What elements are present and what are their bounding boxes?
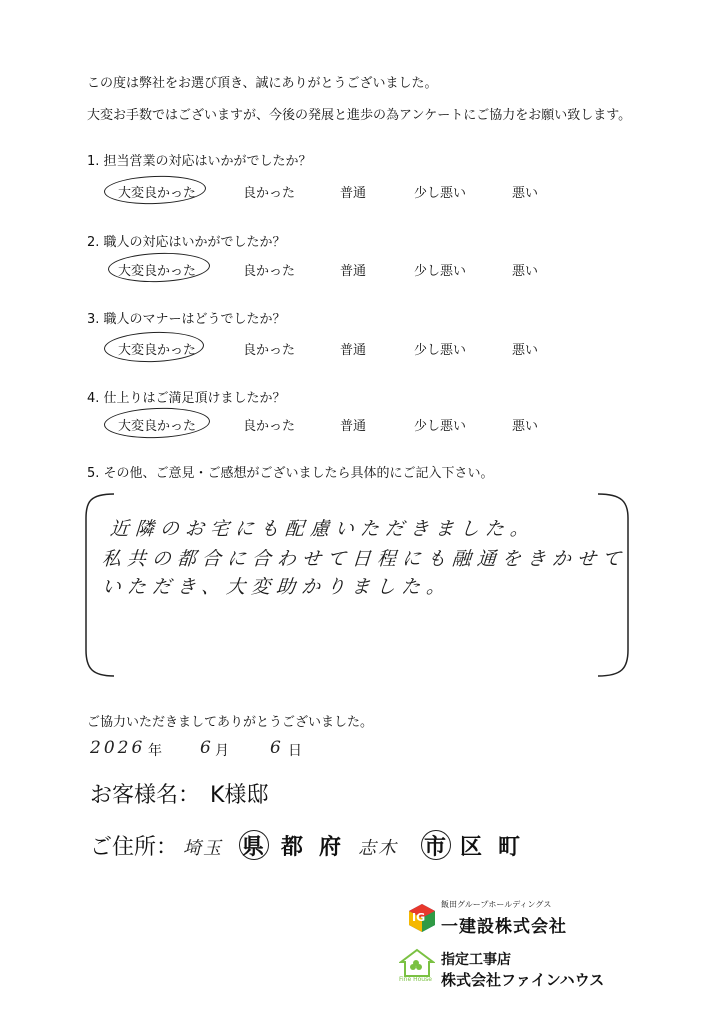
option-very-good[interactable]: 大変良かった	[118, 419, 197, 434]
group-name: 飯田グループホールディングス	[441, 900, 552, 909]
option-very-good[interactable]: 大変良かった	[118, 343, 197, 358]
date-month-value: 6	[200, 738, 211, 758]
option-average[interactable]: 普通	[340, 264, 367, 279]
fine-house-logo-icon	[399, 948, 435, 984]
option-good[interactable]: 良かった	[243, 419, 296, 434]
option-very-good[interactable]: 大変良かった	[118, 186, 197, 201]
option-slightly-bad[interactable]: 少し悪い	[414, 186, 467, 201]
customer-name: K様邸	[210, 783, 269, 808]
comments-label: 5. その他、ご意見・ご感想がございましたら具体的にご記入下さい。	[87, 466, 494, 481]
question-2-label: 2. 職人の対応はいかがでしたか？	[87, 235, 286, 250]
address-unit-ken: 県	[242, 835, 265, 860]
option-average[interactable]: 普通	[340, 343, 367, 358]
company-name: 一建設株式会社	[441, 917, 567, 937]
date-year-value: 2026	[90, 738, 146, 758]
address-prefecture-value: 埼玉	[183, 838, 223, 859]
customer-label: お客様名：	[90, 783, 201, 808]
address-city-value: 志木	[358, 838, 398, 859]
intro-line-2: 大変お手数ではございますが、今後の発展と進歩の為アンケートにご協力をお願い致します。	[87, 108, 632, 123]
address-unit-ku: 区	[460, 835, 483, 860]
option-slightly-bad[interactable]: 少し悪い	[414, 343, 467, 358]
ig-logo-text: IG	[412, 911, 426, 924]
thanks-text: ご協力いただきましてありがとうございました。	[87, 715, 374, 730]
option-good[interactable]: 良かった	[243, 264, 296, 279]
question-3-label: 3. 職人のマナーはどうでしたか？	[87, 312, 286, 327]
option-slightly-bad[interactable]: 少し悪い	[414, 264, 467, 279]
address-unit-fu: 府	[319, 835, 342, 860]
fine-house-logo-text: Fine House	[399, 976, 432, 983]
ig-logo-icon	[407, 903, 437, 933]
date-day-value: 6	[270, 738, 281, 758]
address-label: ご住所：	[90, 835, 179, 860]
address-unit-shi: 市	[424, 835, 447, 860]
option-average[interactable]: 普通	[340, 186, 367, 201]
partner-company-name: 株式会社ファインハウス	[441, 971, 605, 989]
comment-line-3: いただき、大変助かりました。	[101, 576, 452, 598]
option-good[interactable]: 良かった	[243, 186, 296, 201]
option-bad[interactable]: 悪い	[512, 419, 539, 434]
address-unit-to: 都	[281, 835, 304, 860]
option-bad[interactable]: 悪い	[512, 343, 539, 358]
comment-line-2: 私共の都合に合わせて日程にも融通をきかせて	[101, 548, 628, 570]
option-slightly-bad[interactable]: 少し悪い	[414, 419, 467, 434]
date-year-unit: 年	[148, 743, 162, 759]
comment-line-1: 近隣のお宅にも配慮いただきました。	[109, 518, 536, 540]
option-bad[interactable]: 悪い	[512, 264, 539, 279]
address-unit-cho: 町	[498, 835, 521, 860]
option-very-good[interactable]: 大変良かった	[118, 264, 197, 279]
option-average[interactable]: 普通	[340, 419, 367, 434]
date-day-unit: 日	[288, 743, 302, 759]
date-month-unit: 月	[215, 743, 229, 759]
option-bad[interactable]: 悪い	[512, 186, 539, 201]
designation: 指定工事店	[441, 952, 511, 968]
option-good[interactable]: 良かった	[243, 343, 296, 358]
intro-line-1: この度は弊社をお選び頂き、誠にありがとうございました。	[87, 76, 438, 91]
question-1-label: 1. 担当営業の対応はいかがでしたか？	[87, 154, 312, 169]
question-4-label: 4. 仕上りはご満足頂けましたか？	[87, 391, 286, 406]
